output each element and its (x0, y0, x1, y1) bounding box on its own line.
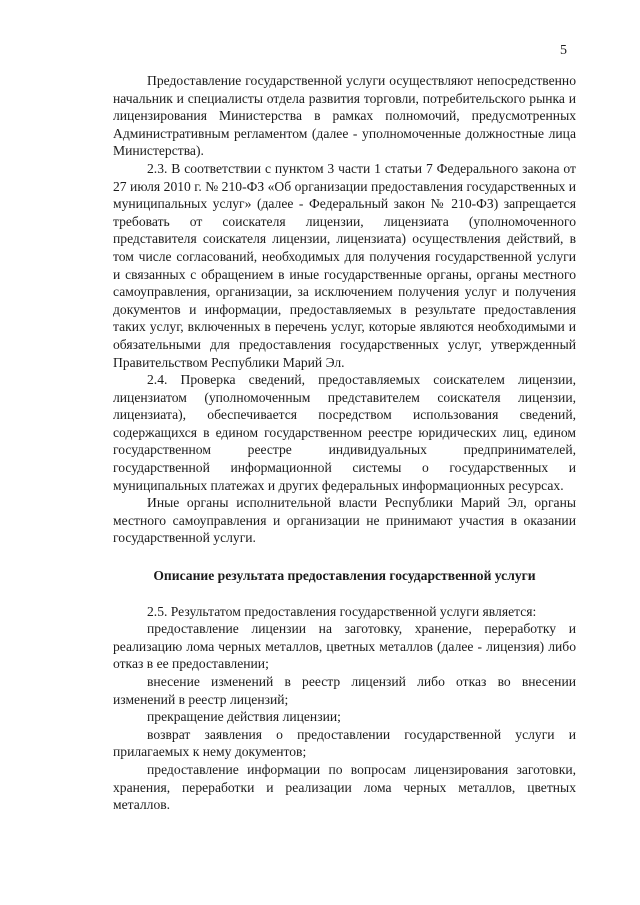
page-number: 5 (560, 43, 567, 58)
paragraph-2-3: 2.3. В соответствии с пунктом 3 части 1 статьи 7 Федерального закона от 27 июля 2010 г. № 210-ФЗ «Об организации предоставления государственных и муниципальных услуг» (далее - Федеральный закон № 210-ФЗ) запрещается требовать от соискателя лицензии, лицензиата (уполномоченного представителя соискателя лицензии, лицензиата) осуществления действий, в том числе согласований, необходимых для получения государственной услуги и связанных с обращением в иные государственные органы, органы местного самоуправления, организации, за исключением получения услуг и получения документов и информации, предоставляемых в результате предоставления таких услуг, включенных в перечень услуг, которые являются необходимыми и обязательными для предоставления государственных услуг, утвержденный Правительством Республики Марий Эл. (113, 160, 576, 370)
result-item-register-changes: внесение изменений в реестр лицензий либо отказ во внесении изменений в реестр лицензий; (113, 674, 576, 707)
result-item-information: предоставление информации по вопросам лицензирования заготовки, хранения, переработки и реализации лома черных металлов, цветных металлов. (113, 761, 576, 813)
result-item-termination: прекращение действия лицензии; (147, 709, 341, 725)
document-body (113, 72, 576, 814)
result-item-return: возврат заявления о предоставлении государственной услуги и прилагаемых к нему документов; (113, 726, 576, 760)
paragraph-other-bodies: Иные органы исполнительной власти Республики Марий Эл, органы местного самоуправления и организации не принимают участия в оказании государственной услуги. (113, 495, 576, 546)
result-item-license: предоставление лицензии на заготовку, хранение, переработку и реализацию лома черных металлов, цветных металлов (далее - лицензия) либо отказ в ее предоставлении; (113, 621, 576, 672)
paragraph-2-5: 2.5. Результатом предоставления государственной услуги является: (147, 603, 537, 619)
section-heading: Описание результата предоставления государственной услуги (153, 568, 536, 584)
paragraph-officials: Предоставление государственной услуги осуществляют непосредственно начальник и специалисты отдела развития торговли, потребительского рынка и лицензирования Министерства в рамках полномочий, предусмотренных Административным регламентом (далее - уполномоченные должностные лица Министерства). (113, 73, 576, 159)
paragraph-2-4: 2.4. Проверка сведений, предоставляемых соискателем лицензии, лицензиатом (уполномоченным представителем соискателя лицензии, лицензиата), обеспечивается посредством использования сведений, содержащихся в едином государственном реестре юридических лиц, едином государственном реестре индивидуальных предпринимателей, государственной информационной системы о государственных и муниципальных платежах и других федеральных информационных ресурсах. (113, 372, 576, 493)
